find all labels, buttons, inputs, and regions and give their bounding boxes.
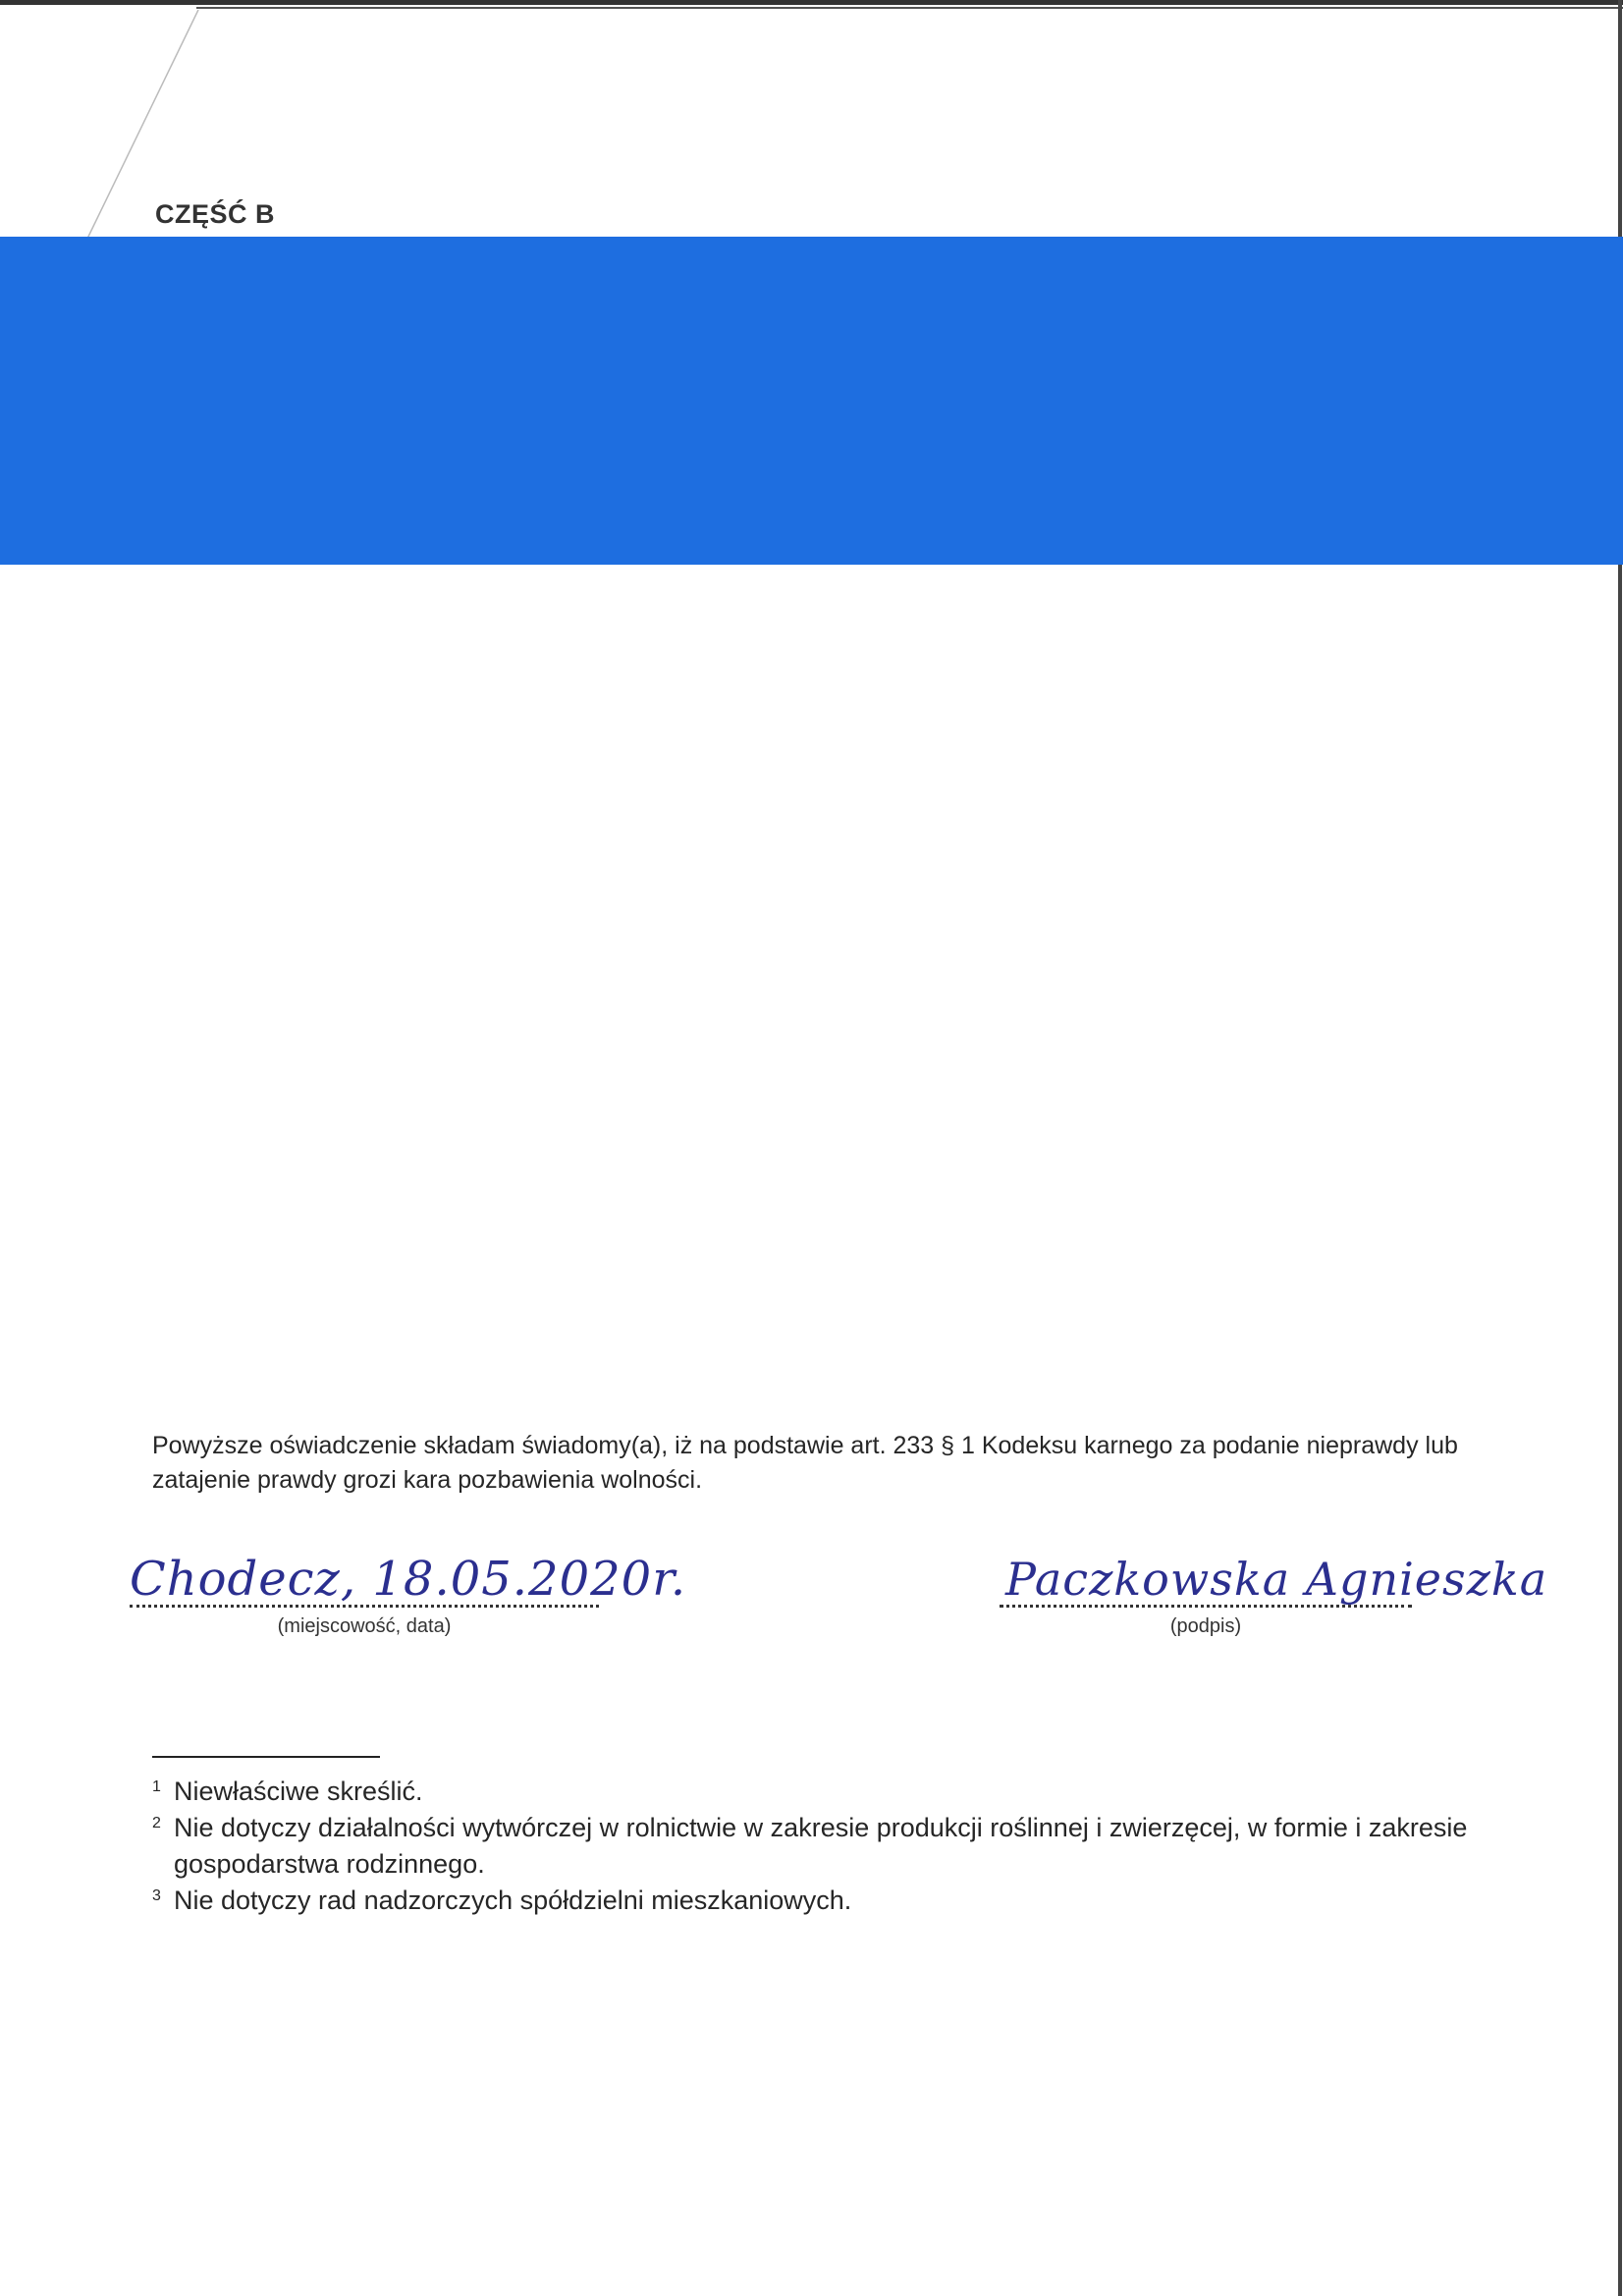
scan-top-edge: [0, 0, 1623, 12]
signature-block: [1000, 1552, 1548, 1638]
declaration-text: Powyższe oświadczenie składam świadomy(a), iż na podstawie art. 233 § 1 Kodeksu karnego za podanie nieprawdy lub zatajenie prawdy grozi kara pozbawienia wolności.: [152, 1432, 1458, 1494]
signature-caption: (podpis): [1169, 1615, 1242, 1637]
footnote-item: [152, 1883, 1468, 1919]
handwritten-signature: Paczkowska Agnieszka: [1005, 1553, 1548, 1606]
footnote-item: [152, 1810, 1468, 1883]
footnote-text: Niewłaściwe skreślić.: [174, 1777, 423, 1806]
section-title: CZĘŚĆ B: [155, 199, 276, 229]
footnotes: [152, 1774, 1468, 1919]
place-date-signature: [130, 1552, 687, 1638]
footnote-number: 2: [152, 1815, 161, 1831]
footnote-item: [152, 1774, 1468, 1810]
footnote-text: Nie dotyczy działalności wytwórczej w rolnictwie w zakresie produkcji roślinnej i zwierzęcej, w formie i zakresie gospodarstwa rodzinnego.: [174, 1813, 1468, 1879]
handwritten-place-date: Chodecz, 18.05.2020r.: [130, 1552, 687, 1607]
footnote-number: 3: [152, 1887, 161, 1904]
footnote-number: 1: [152, 1778, 161, 1795]
footnote-text: Nie dotyczy rad nadzorczych spółdzielni mieszkaniowych.: [174, 1886, 852, 1915]
place-date-caption: (miejscowość, data): [277, 1615, 452, 1637]
footnote-separator: [152, 1756, 380, 1758]
redaction-block: [0, 237, 1623, 565]
